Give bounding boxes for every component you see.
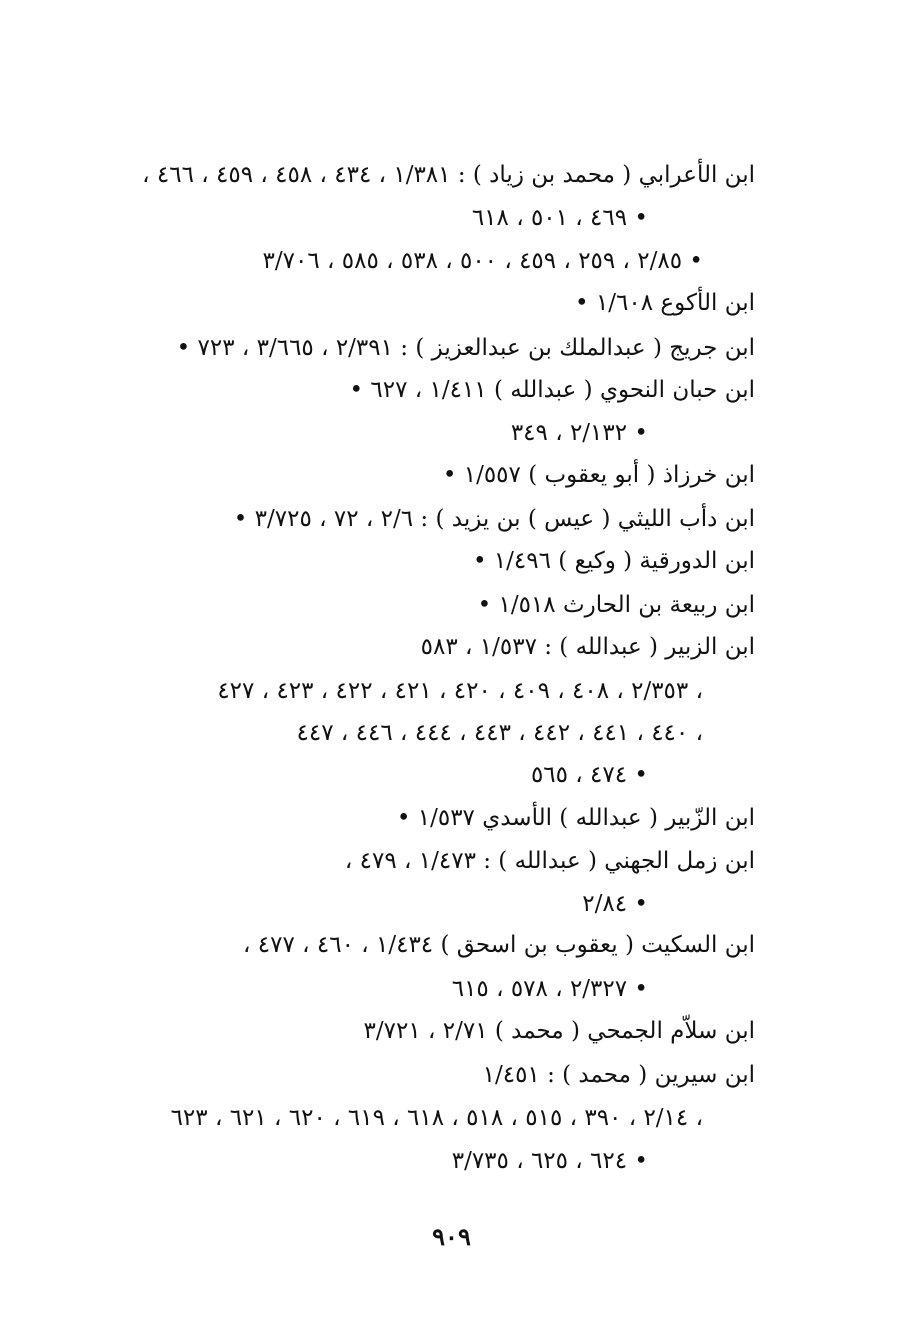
page-number: ٩٠٩ bbox=[432, 1222, 471, 1251]
index-entry-ibn-sirin: ابن سيرين ( محمد ) : ١/٤٥١ bbox=[482, 1062, 755, 1088]
index-entry-continuation: ٤٧٤ ، ٥٦٥ • bbox=[530, 762, 648, 788]
index-entry-ibn-al-dawraqiya: ابن الدورقية ( وكيع ) ١/٤٩٦ • bbox=[472, 548, 755, 574]
index-entry-ibn-hibban: ابن حبان النحوي ( عبدالله ) ١/٤١١ ، ٦٢٧ • bbox=[349, 377, 755, 403]
index-entry-ibn-al-sikkit: ابن السكيت ( يعقوب بن اسحق ) ١/٤٣٤ ، ٤٦٠ ، ٤٧٧ ، bbox=[243, 932, 755, 958]
index-entry-ibn-al-akwa: ابن الأكوع ١/٦٠٨ • bbox=[575, 290, 755, 316]
index-entry-ibn-al-arabi: ابن الأعرابي ( محمد بن زياد ) : ١/٣٨١ ، ٤٣٤ ، ٤٥٨ ، ٤٥٩ ، ٤٦٦ ، bbox=[142, 162, 755, 188]
index-entry-continuation: ٤٦٩ ، ٥٠١ ، ٦١٨ • bbox=[471, 205, 648, 231]
index-entry-continuation: ٢/٣٢٧ ، ٥٧٨ ، ٦١٥ • bbox=[451, 976, 648, 1002]
index-entry-continuation: ٢/١٣٢ ، ٣٤٩ • bbox=[510, 420, 648, 446]
index-entry-continuation: ٢/٨٥ ، ٢٥٩ ، ٤٥٩ ، ٥٠٠ ، ٥٣٨ ، ٥٨٥ ، ٣/٧٠٦ • bbox=[262, 248, 703, 274]
index-entry-ibn-al-zubayr-al-asadi: ابن الزّبير ( عبدالله ) الأسدي ١/٥٣٧ • bbox=[396, 805, 755, 831]
index-entry-ibn-sallam: ابن سلاّم الجمحي ( محمد ) ٢/٧١ ، ٣/٧٢١ bbox=[363, 1018, 755, 1044]
index-entry-ibn-zaml: ابن زمل الجهني ( عبدالله ) : ١/٤٧٣ ، ٤٧٩ ، bbox=[344, 848, 755, 874]
index-entry-continuation: ٢/٣٥٣ ، ٤٠٨ ، ٤٠٩ ، ٤٢٠ ، ٤٢١ ، ٤٢٢ ، ٤٢٣ ، ٤٢٧ ، bbox=[217, 678, 703, 704]
index-entry-continuation: ٦٢٤ ، ٦٢٥ ، ٣/٧٣٥ • bbox=[451, 1148, 648, 1174]
index-entry-continuation: ٢/١٤ ، ٣٩٠ ، ٥١٥ ، ٥١٨ ، ٦١٨ ، ٦١٩ ، ٦٢٠ ، ٦٢١ ، ٦٢٣ ، bbox=[170, 1105, 703, 1131]
index-entry-ibn-khurzadh: ابن خرزاذ ( أبو يعقوب ) ١/٥٥٧ • bbox=[442, 462, 755, 488]
index-entry-continuation: ٢/٨٤ • bbox=[582, 891, 648, 917]
index-entry-ibn-jurayj: ابن جريج ( عبدالملك بن عبدالعزيز ) : ٢/٣٩١ ، ٣/٦٦٥ ، ٧٢٣ • bbox=[176, 335, 755, 361]
index-entry-ibn-rabia: ابن ربيعة بن الحارث ١/٥١٨ • bbox=[477, 592, 755, 618]
index-entry-ibn-dab: ابن دأب الليثي ( عيس ) بن يزيد ) : ٢/٦ ، ٧٢ ، ٣/٧٢٥ • bbox=[233, 506, 755, 532]
index-entry-ibn-al-zubayr: ابن الزبير ( عبدالله ) : ١/٥٣٧ ، ٥٨٣ bbox=[420, 634, 755, 660]
index-entry-continuation: ٤٤٠ ، ٤٤١ ، ٤٤٢ ، ٤٤٣ ، ٤٤٤ ، ٤٤٦ ، ٤٤٧ ، bbox=[296, 720, 703, 746]
